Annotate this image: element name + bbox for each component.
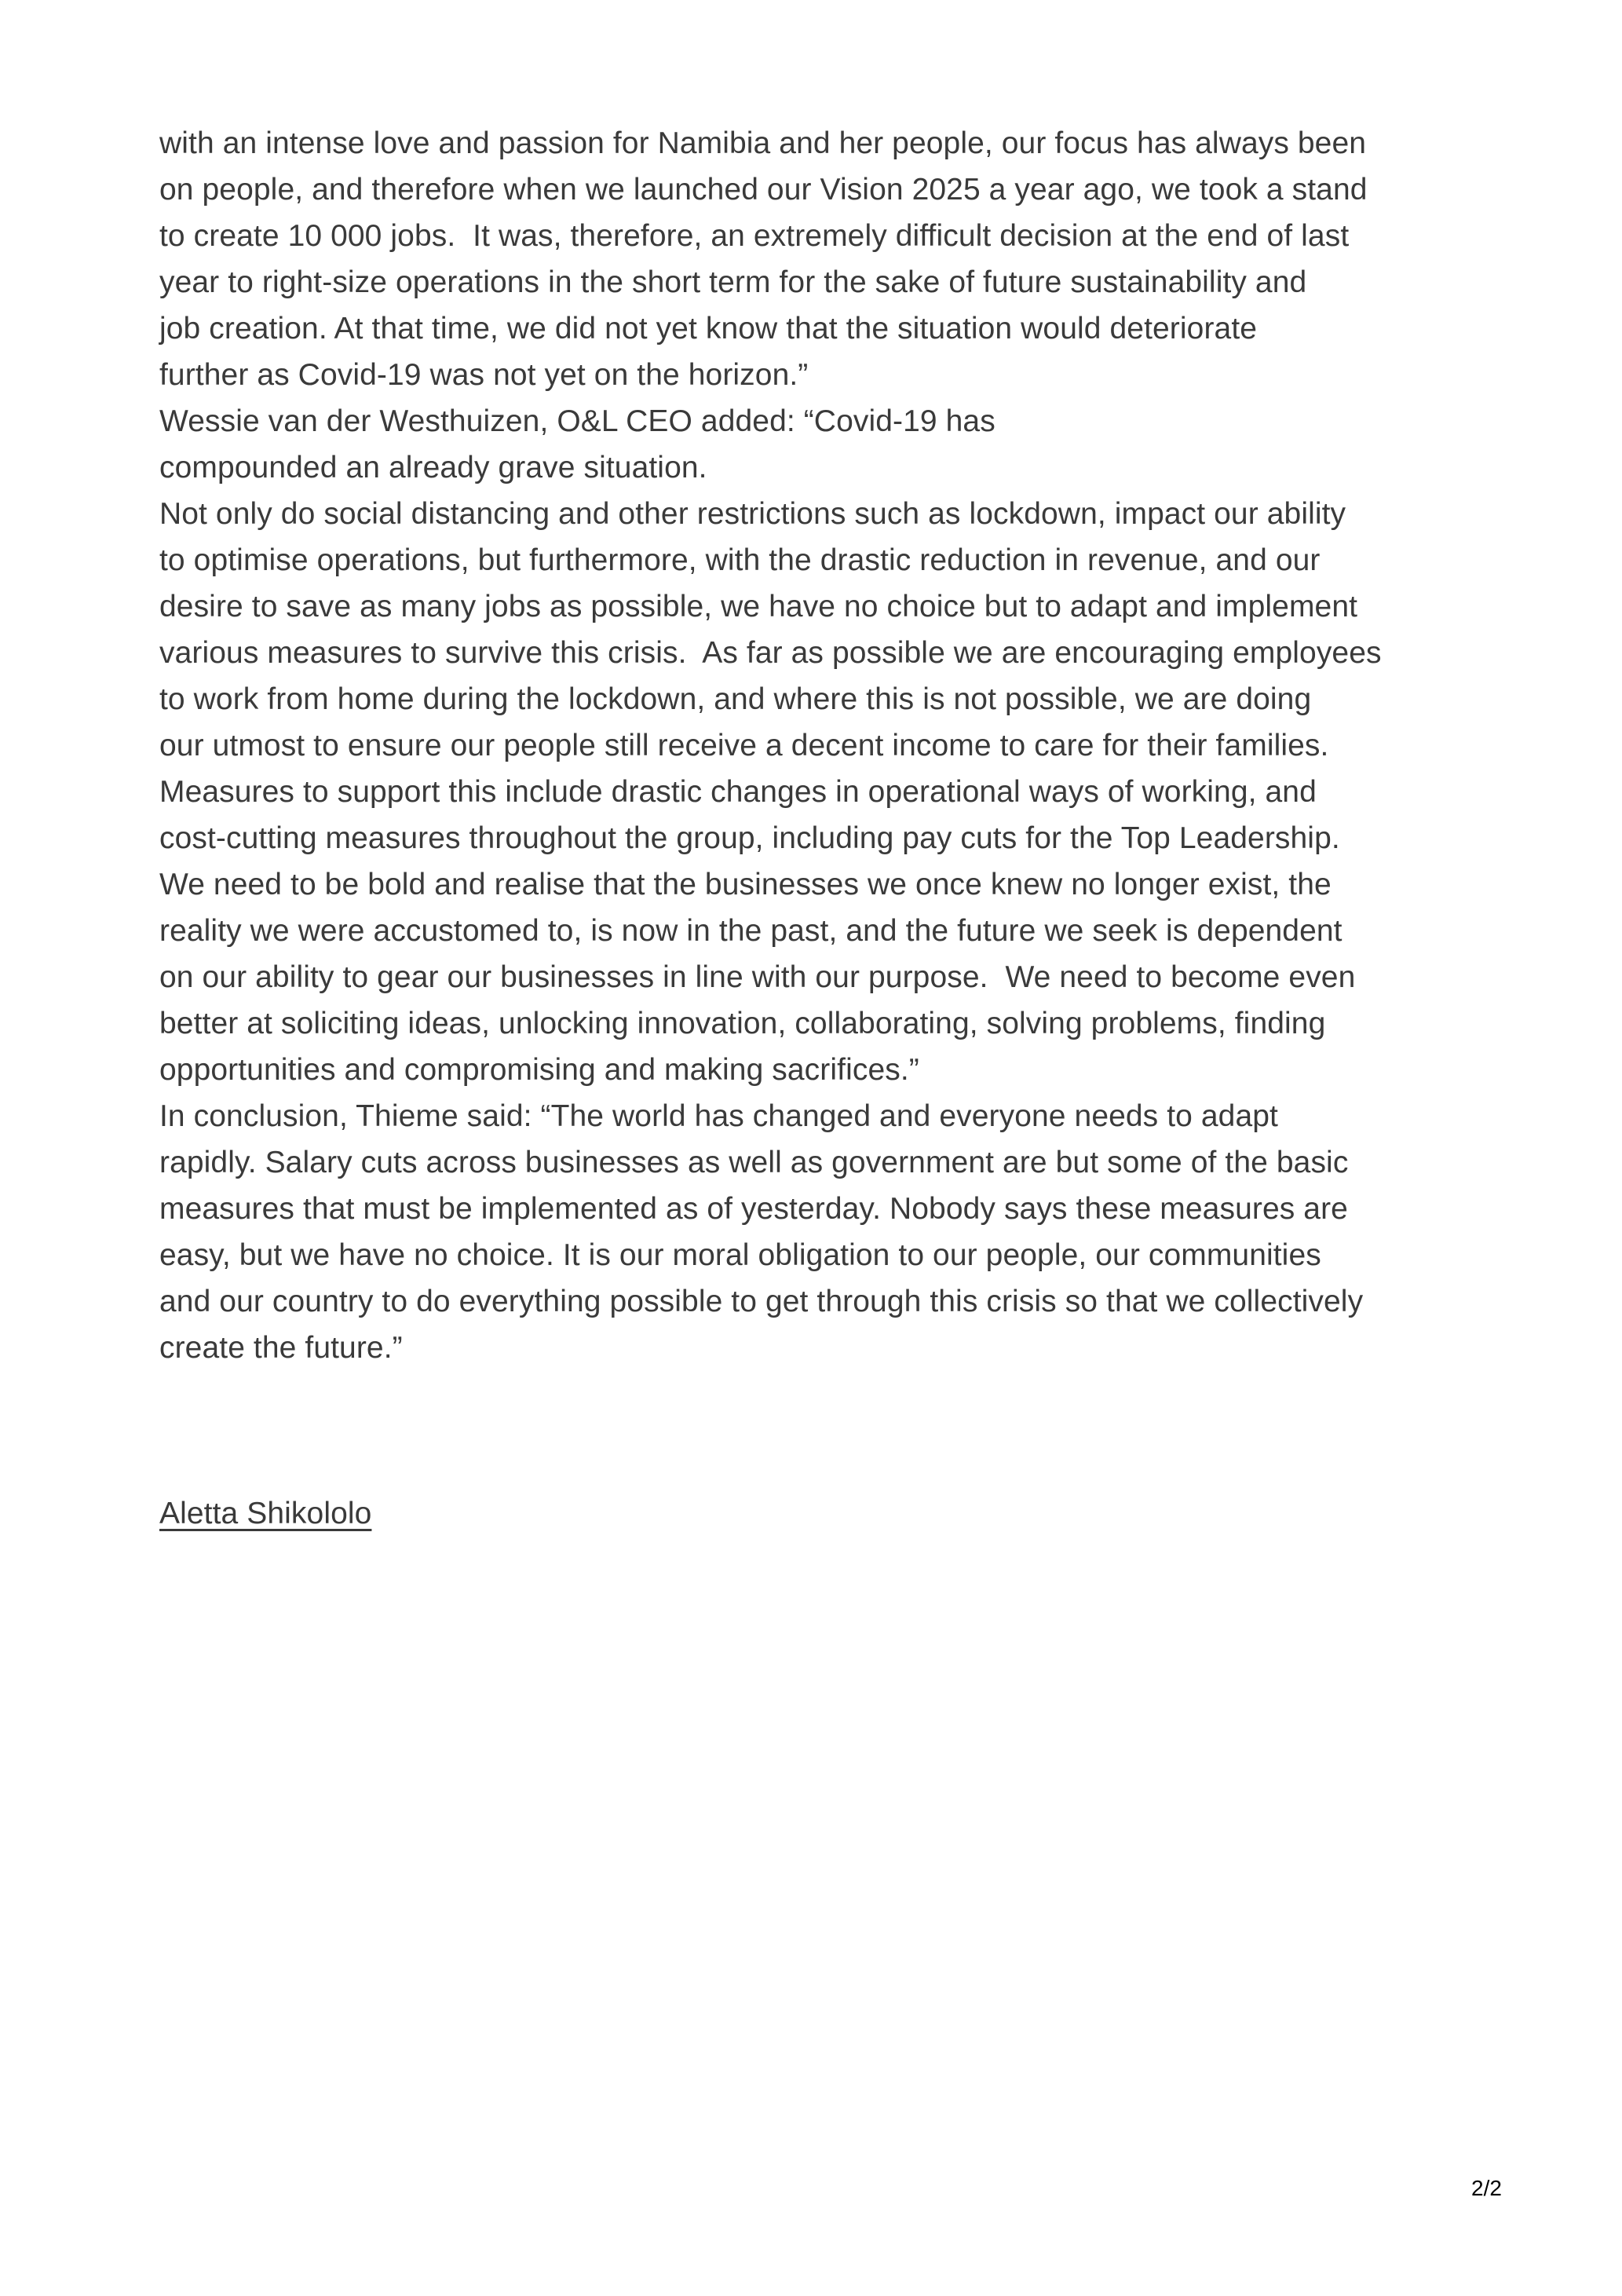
author-signature: Aletta Shikololo xyxy=(159,1497,372,1530)
paragraph-line: to optimise operations, but furthermore, with the drastic reduction in revenue, and our xyxy=(159,543,1321,577)
paragraph-line: on people, and therefore when we launched our Vision 2025 a year ago, we took a stand xyxy=(159,173,1368,207)
paragraph-line: measures that must be implemented as of yesterday. Nobody says these measures are xyxy=(159,1192,1348,1226)
paragraph-line: cost-cutting measures throughout the group, including pay cuts for the Top Leadership. xyxy=(159,821,1340,855)
paragraph-line: and our country to do everything possible to get through this crisis so that we collectively xyxy=(159,1285,1364,1318)
paragraph-line: our utmost to ensure our people still receive a decent income to care for their families. xyxy=(159,729,1329,762)
paragraph-line: desire to save as many jobs as possible, we have no choice but to adapt and implement xyxy=(159,590,1358,623)
paragraph-line: create the future.” xyxy=(159,1331,403,1365)
paragraph-line: rapidly. Salary cuts across businesses as well as government are but some of the basic xyxy=(159,1146,1349,1179)
paragraph-line: We need to be bold and realise that the businesses we once knew no longer exist, the xyxy=(159,868,1332,901)
document-body xyxy=(159,120,1510,1371)
paragraph-line: to create 10 000 jobs. It was, therefore, an extremely difficult decision at the end of last xyxy=(159,219,1350,253)
paragraph-line: year to right-size operations in the short term for the sake of future sustainability and xyxy=(159,265,1307,299)
paragraph-line: opportunities and compromising and making sacrifices.” xyxy=(159,1053,919,1087)
paragraph-line: various measures to survive this crisis. As far as possible we are encouraging employees xyxy=(159,636,1382,670)
page-number: 2/2 xyxy=(1471,2176,1502,2200)
paragraph-line: Wessie van der Westhuizen, O&L CEO added: “Covid-19 has xyxy=(159,404,995,438)
paragraph-line: easy, but we have no choice. It is our moral obligation to our people, our communities xyxy=(159,1238,1321,1272)
paragraph-line: with an intense love and passion for Namibia and her people, our focus has always been xyxy=(159,126,1367,160)
paragraph-line: reality we were accustomed to, is now in the past, and the future we seek is dependent xyxy=(159,914,1343,948)
paragraph-line: further as Covid-19 was not yet on the horizon.” xyxy=(159,358,809,392)
paragraph-line: Measures to support this include drastic changes in operational ways of working, and xyxy=(159,775,1317,809)
paragraph-line: to work from home during the lockdown, and where this is not possible, we are doing xyxy=(159,682,1312,716)
paragraph-line: Not only do social distancing and other restrictions such as lockdown, impact our ability xyxy=(159,497,1346,531)
paragraph-line: compounded an already grave situation. xyxy=(159,451,707,484)
paragraph-line: on our ability to gear our businesses in line with our purpose. We need to become even xyxy=(159,960,1356,994)
paragraph-line: In conclusion, Thieme said: “The world has changed and everyone needs to adapt xyxy=(159,1099,1278,1133)
paragraph-line: job creation. At that time, we did not yet know that the situation would deteriorate xyxy=(159,312,1258,345)
paragraph-line: better at soliciting ideas, unlocking innovation, collaborating, solving problems, finding xyxy=(159,1007,1326,1040)
